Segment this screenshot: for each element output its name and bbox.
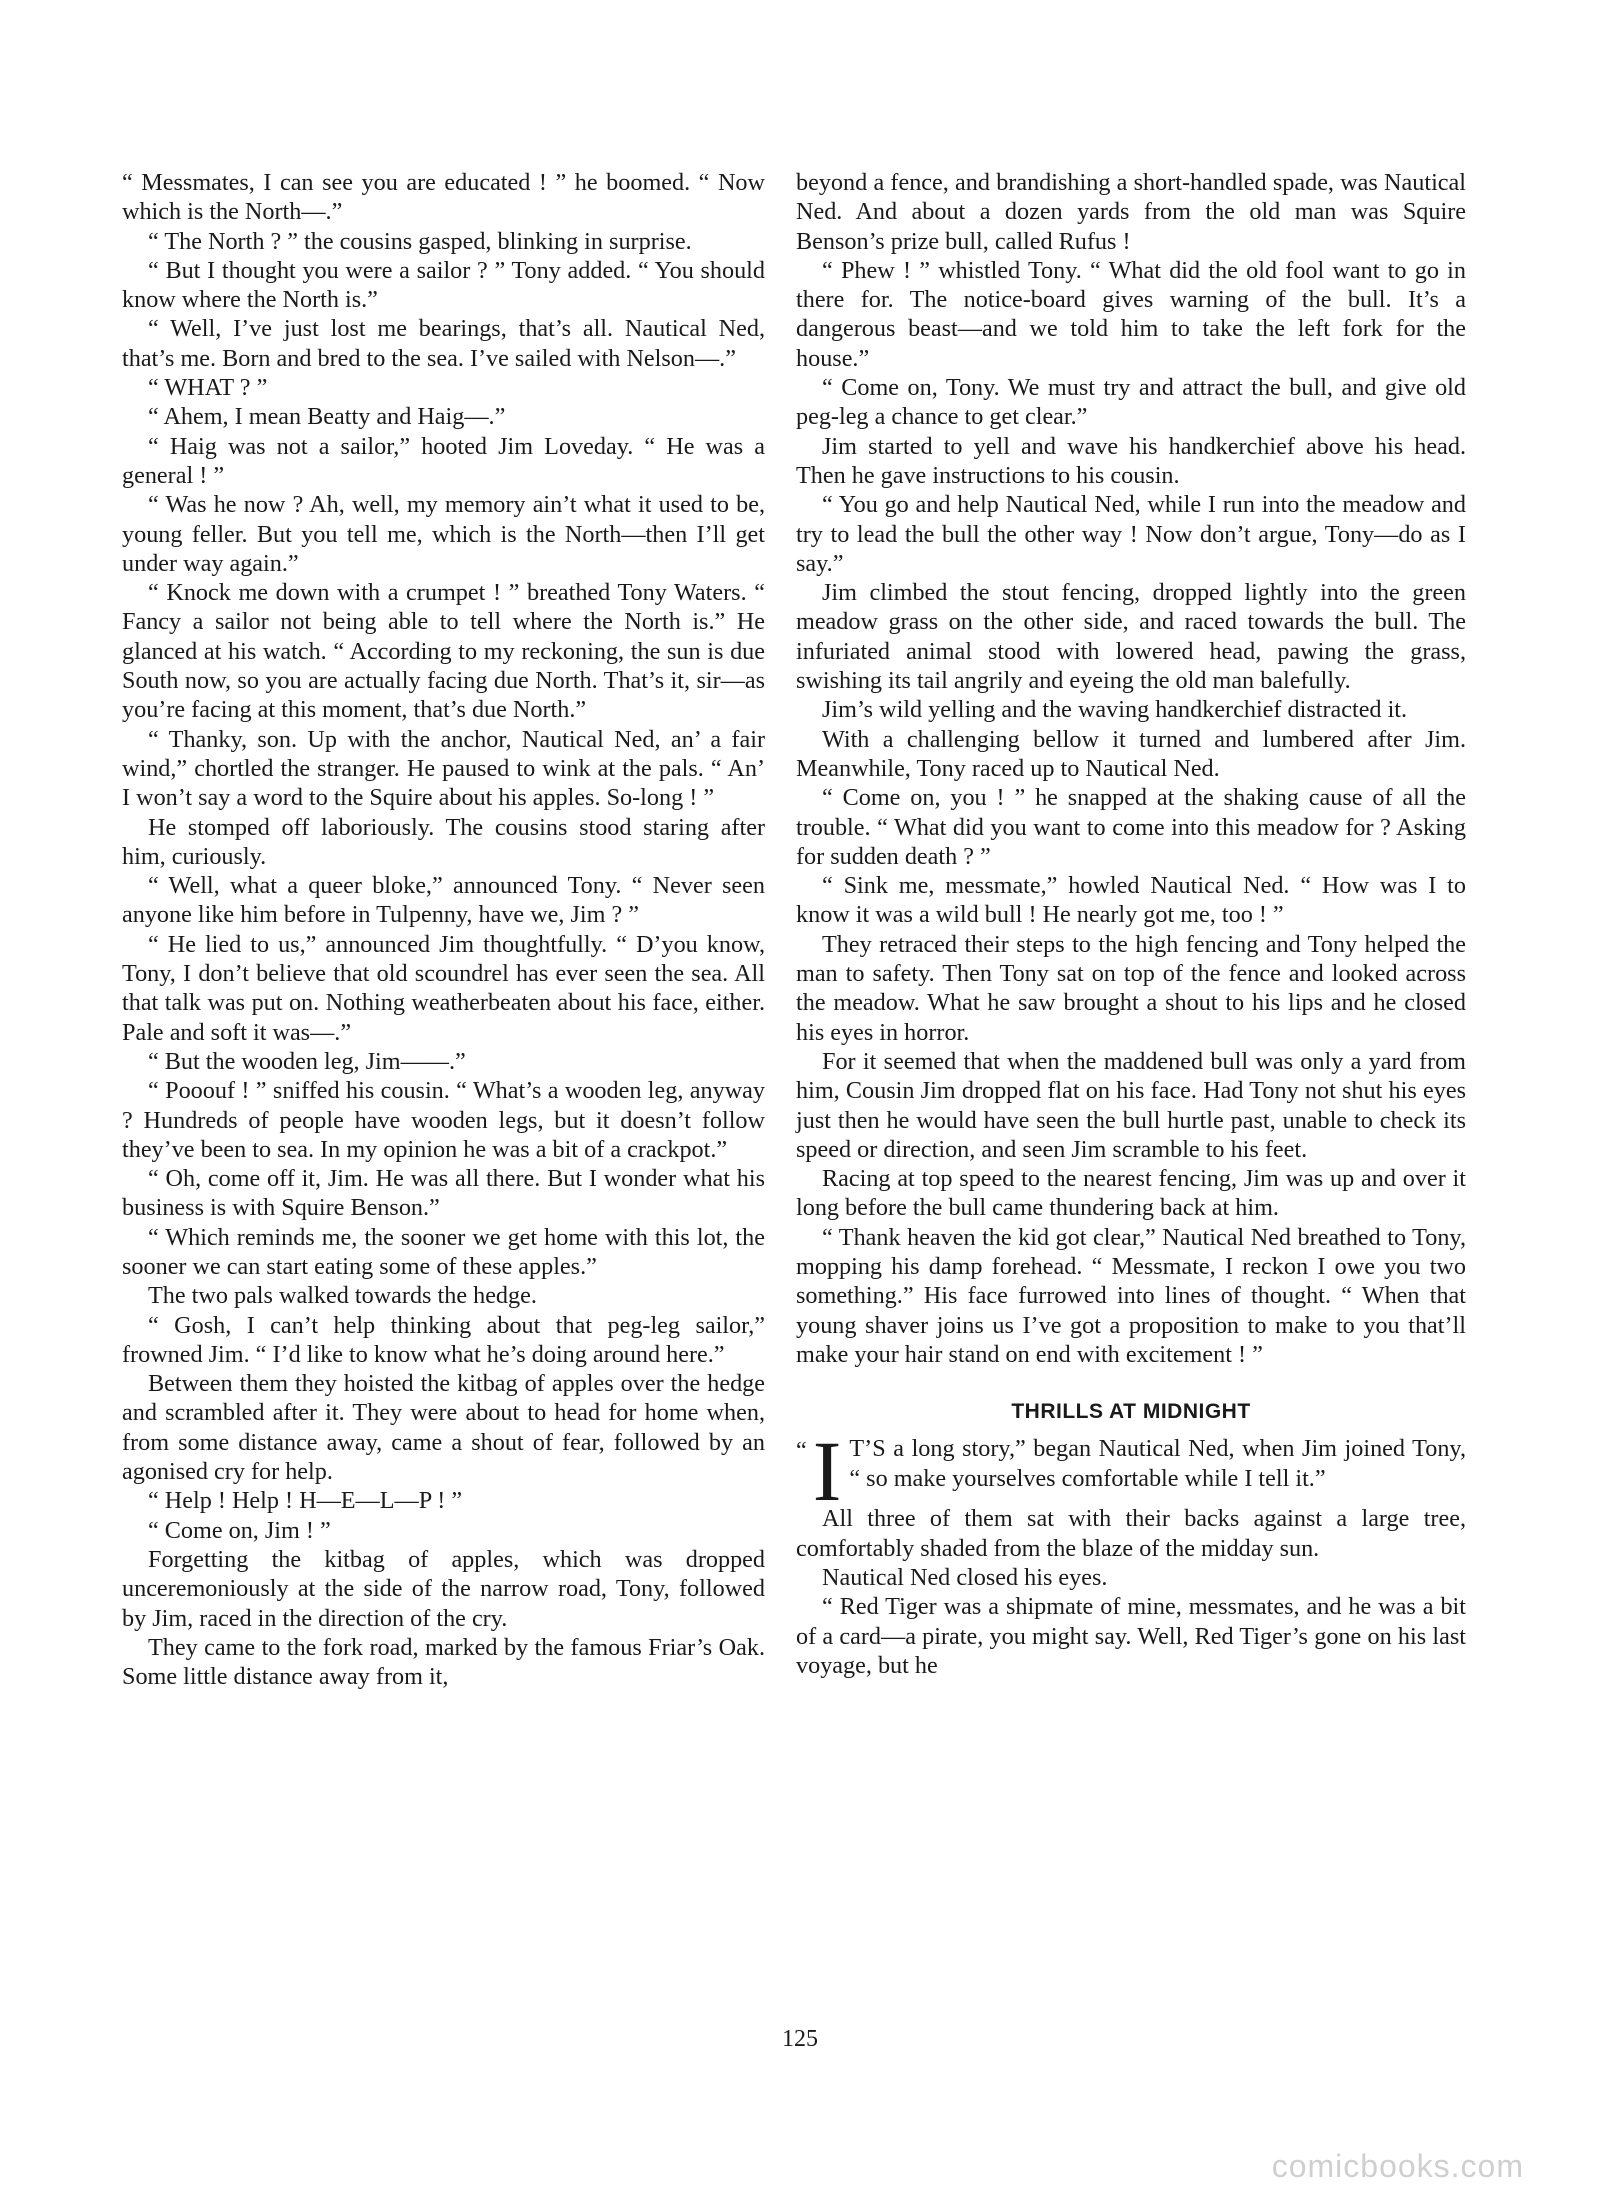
paragraph: “ Haig was not a sailor,” hooted Jim Loveday. “ He was a general ! ” xyxy=(122,432,765,489)
watermark: comicbooks.com xyxy=(1271,2148,1524,2184)
paragraph: “ Well, what a queer bloke,” announced Tony. “ Never seen anyone like him before in Tulpenny, have we, Jim ? ” xyxy=(122,872,765,929)
paragraph: They retraced their steps to the high fencing and Tony helped the man to safety. Then Tony sat on top of the fence and looked across the meadow. What he saw brought a shout to his lips and he closed his eyes in horror. xyxy=(796,930,1466,1046)
paragraph: “ Oh, come off it, Jim. He was all there. But I wonder what his business is with Squire Benson.” xyxy=(122,1165,765,1222)
paragraph: “ Come on, you ! ” he snapped at the shaking cause of all the trouble. “ What did you want to come into this meadow for ? Asking for sudden death ? ” xyxy=(796,784,1466,870)
paragraph: With a challenging bellow it turned and lumbered after Jim. Meanwhile, Tony raced up to Nautical Ned. xyxy=(796,725,1466,782)
paragraph: “ Red Tiger was a shipmate of mine, messmates, and he was a bit of a card—a pirate, you might say. Well, Red Tiger’s gone on his last voyage, but he xyxy=(796,1593,1466,1679)
paragraph: “ Well, I’ve just lost me bearings, that’s all. Nautical Ned, that’s me. Born and bred to the sea. I’ve sailed with Nelson—.” xyxy=(122,315,765,372)
paragraph: “ Gosh, I can’t help thinking about that peg-leg sailor,” frowned Jim. “ I’d like to know what he’s doing around here.” xyxy=(122,1311,765,1368)
dropcap-text: T’S a long story,” began Nautical Ned, when Jim joined Tony, “ so make yourselves comfortable while I tell it.” xyxy=(849,1435,1466,1492)
section-heading: THRILLS AT MIDNIGHT xyxy=(1011,1400,1251,1424)
paragraph: “ The North ? ” the cousins gasped, blinking in surprise. xyxy=(148,227,692,255)
paragraph: beyond a fence, and brandishing a short-handled spade, was Nautical Ned. And about a dozen yards from the old man was Squire Benson’s prize bull, called Rufus ! xyxy=(796,169,1466,255)
dropcap-paragraph xyxy=(796,1423,1466,1520)
paragraph: They came to the fork road, marked by the famous Friar’s Oak. Some little distance away from it, xyxy=(122,1633,765,1691)
open-quote: “ xyxy=(796,1437,807,1465)
paragraph: The two pals walked towards the hedge. xyxy=(148,1282,537,1310)
drop-cap-letter: I xyxy=(812,1423,842,1520)
paragraph: “ Thanky, son. Up with the anchor, Nautical Ned, an’ a fair wind,” chortled the stranger. He paused to wink at the pals. “ An’ I won’t say a word to the Squire about his apples. So-long ! ” xyxy=(122,725,765,812)
paragraph: “ Messmates, I can see you are educated ! ” he boomed. “ Now which is the North—.” xyxy=(122,169,765,226)
paragraph: “ Pooouf ! ” sniffed his cousin. “ What’s a wooden leg, anyway ? Hundreds of people have wooden legs, but it doesn’t follow they’ve been to sea. In my opinion he was a bit of a crackpot.” xyxy=(122,1077,765,1163)
paragraph: All three of them sat with their backs against a large tree, comfortably shaded from the blaze of the midday sun. xyxy=(796,1505,1466,1562)
paragraph: “ Phew ! ” whistled Tony. “ What did the old fool want to go in there for. The notice-board gives warning of the bull. It’s a dangerous beast—and we told him to take the left fork for the house.” xyxy=(796,256,1466,372)
page-number: 125 xyxy=(782,2026,818,2052)
paragraph: “ But I thought you were a sailor ? ” Tony added. “ You should know where the North is.” xyxy=(122,256,765,314)
paragraph: “ WHAT ? ” xyxy=(148,374,268,402)
paragraph: Jim’s wild yelling and the waving handkerchief distracted it. xyxy=(822,696,1408,724)
paragraph: Jim started to yell and wave his handkerchief above his head. Then he gave instructions to his cousin. xyxy=(796,432,1466,489)
paragraph: Forgetting the kitbag of apples, which was dropped unceremoniously at the side of the narrow road, Tony, followed by Jim, raced in the direction of the cry. xyxy=(122,1545,765,1632)
paragraph: “ He lied to us,” announced Jim thoughtfully. “ D’you know, Tony, I don’t believe that old scoundrel has ever seen the sea. All that talk was put on. Nothing weatherbeaten about his face, either. Pale and soft it was—.” xyxy=(122,930,765,1046)
paragraph: “ Help ! Help ! H—E—L—P ! ” xyxy=(148,1487,463,1515)
left-column xyxy=(122,168,765,1691)
paragraph: “ You go and help Nautical Ned, while I run into the meadow and try to lead the bull the other way ! Now don’t argue, Tony—do as I say.” xyxy=(796,491,1466,577)
right-column xyxy=(796,168,1466,1680)
paragraph: “ Thank heaven the kid got clear,” Nautical Ned breathed to Tony, mopping his damp forehead. “ Messmate, I reckon I owe you two something.” His face furrowed into lines of thought. “ When that young shaver joins us I’ve got a proposition to make to you that’ll make your hair stand on end with excitement ! ” xyxy=(796,1223,1466,1368)
paragraph: Racing at top speed to the nearest fencing, Jim was up and over it long before the bull came thundering back at him. xyxy=(796,1165,1466,1222)
paragraph: Nautical Ned closed his eyes. xyxy=(822,1564,1108,1592)
paragraph: “ Come on, Tony. We must try and attract the bull, and give old peg-leg a chance to get clear.” xyxy=(796,374,1466,431)
paragraph: “ Sink me, messmate,” howled Nautical Ned. “ How was I to know it was a wild bull ! He nearly got me, too ! ” xyxy=(796,872,1466,929)
paragraph: “ Was he now ? Ah, well, my memory ain’t what it used to be, young feller. But you tell me, which is the North—then I’ll get under way again.” xyxy=(122,491,765,577)
paragraph: He stomped off laboriously. The cousins stood staring after him, curiously. xyxy=(122,813,765,870)
paragraph: For it seemed that when the maddened bull was only a yard from him, Cousin Jim dropped flat on his face. Had Tony not shut his eyes just then he would have seen the bull hurtle past, unable to check its speed or direction, and seen Jim scramble to his feet. xyxy=(796,1047,1466,1163)
paragraph: “ Come on, Jim ! ” xyxy=(148,1516,331,1544)
paragraph: “ Which reminds me, the sooner we get home with this lot, the sooner we can start eating some of these apples.” xyxy=(122,1223,765,1280)
paragraph: Jim climbed the stout fencing, dropped lightly into the green meadow grass on the other side, and raced towards the bull. The infuriated animal stood with lowered head, pawing the grass, swishing its tail angrily and eyeing the old man balefully. xyxy=(796,579,1466,695)
paragraph: “ But the wooden leg, Jim——.” xyxy=(148,1047,466,1075)
paragraph: “ Ahem, I mean Beatty and Haig—.” xyxy=(148,403,506,431)
paragraph: “ Knock me down with a crumpet ! ” breathed Tony Waters. “ Fancy a sailor not being able to tell where the North is.” He glanced at his watch. “ According to my reckoning, the sun is due South now, so you are actually facing due North. That’s it, sir—as you’re facing at this moment, that’s due North.” xyxy=(122,579,765,724)
paragraph: Between them they hoisted the kitbag of apples over the hedge and scrambled after it. They were about to head for home when, from some distance away, came a shout of fear, followed by an agonised cry for help. xyxy=(122,1370,765,1486)
